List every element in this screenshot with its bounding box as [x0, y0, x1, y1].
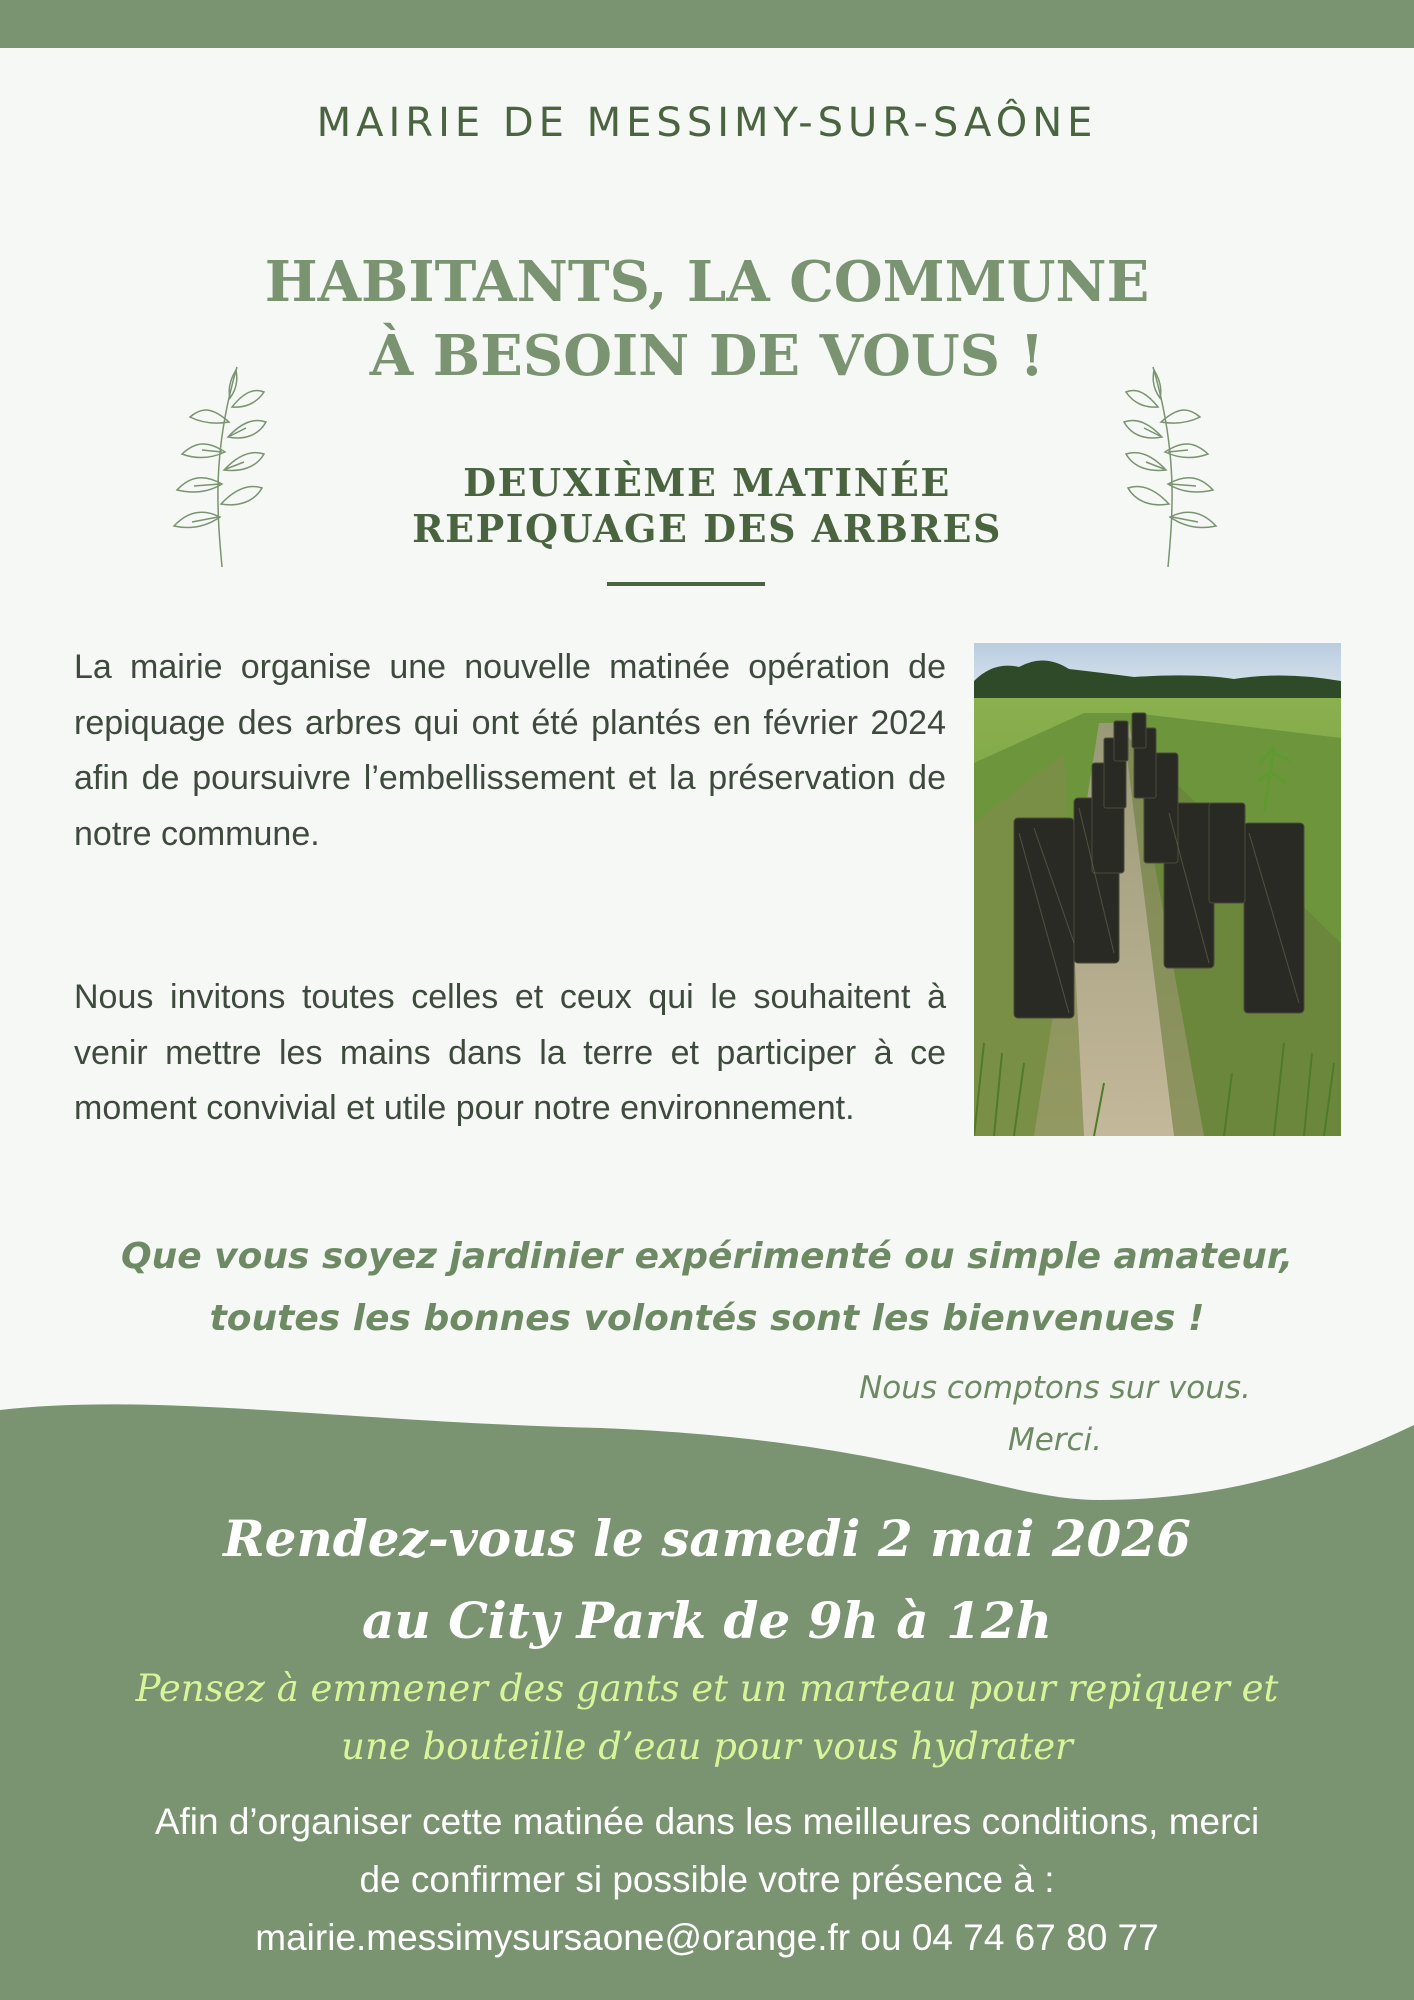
invitation-paragraph: Nous invitons toutes celles et ceux qui le souhaitent à venir mettre les mains dans la terre et participer à ce moment convivial et utile pour notre environnement.	[74, 978, 946, 1127]
callout-line-1: Que vous soyez jardinier expérimenté ou simple amateur,	[120, 1236, 1294, 1277]
thanks-line-1: Nous comptons sur vous.	[859, 1370, 1251, 1406]
thanks-line-2: Merci.	[1007, 1422, 1103, 1458]
headline-line-1: HABITANTS, LA COMMUNE	[264, 249, 1150, 315]
volunteer-callout	[0, 1226, 1414, 1350]
contact-email-phone[interactable]: mairie.messimysursaone@orange.fr ou 04 74 67 80 77	[255, 1917, 1159, 1958]
intro-paragraph: La mairie organise une nouvelle matinée opération de repiquage des arbres qui ont été plantés en février 2024 afin de poursuivre l’embellissement et la préservation de notre commune.	[74, 648, 946, 853]
tree-row-photo	[974, 643, 1341, 1136]
headline-line-2: À BESOIN DE VOUS !	[369, 323, 1045, 389]
advice-line-1: Pensez à emmener des gants et un marteau pour repiquer et	[135, 1667, 1279, 1710]
event-line-1: Rendez-vous le samedi 2 mai 2026	[223, 1509, 1191, 1568]
contact-line-2: de confirmer si possible votre présence à :	[359, 1859, 1055, 1900]
subtitle-line-2: REPIQUAGE DES ARBRES	[412, 506, 1002, 551]
contact-line-1: Afin d’organiser cette matinée dans les meilleures conditions, merci	[154, 1801, 1260, 1842]
divider	[607, 582, 765, 586]
contact-info	[0, 1793, 1414, 1967]
event-subtitle	[0, 460, 1414, 552]
callout-line-2: toutes les bonnes volontés sont les bienvenues !	[209, 1298, 1205, 1339]
thanks-note	[790, 1362, 1320, 1466]
top-color-bar	[0, 0, 1414, 48]
event-line-2: au City Park de 9h à 12h	[361, 1591, 1052, 1650]
advice-line-2: une bouteille d’eau pour vous hydrater	[341, 1725, 1073, 1768]
equipment-advice	[0, 1660, 1414, 1776]
event-date-location	[0, 1498, 1414, 1662]
organization-name: MAIRIE DE MESSIMY-SUR-SAÔNE	[316, 100, 1098, 146]
subtitle-line-1: DEUXIÈME MATINÉE	[463, 460, 951, 505]
